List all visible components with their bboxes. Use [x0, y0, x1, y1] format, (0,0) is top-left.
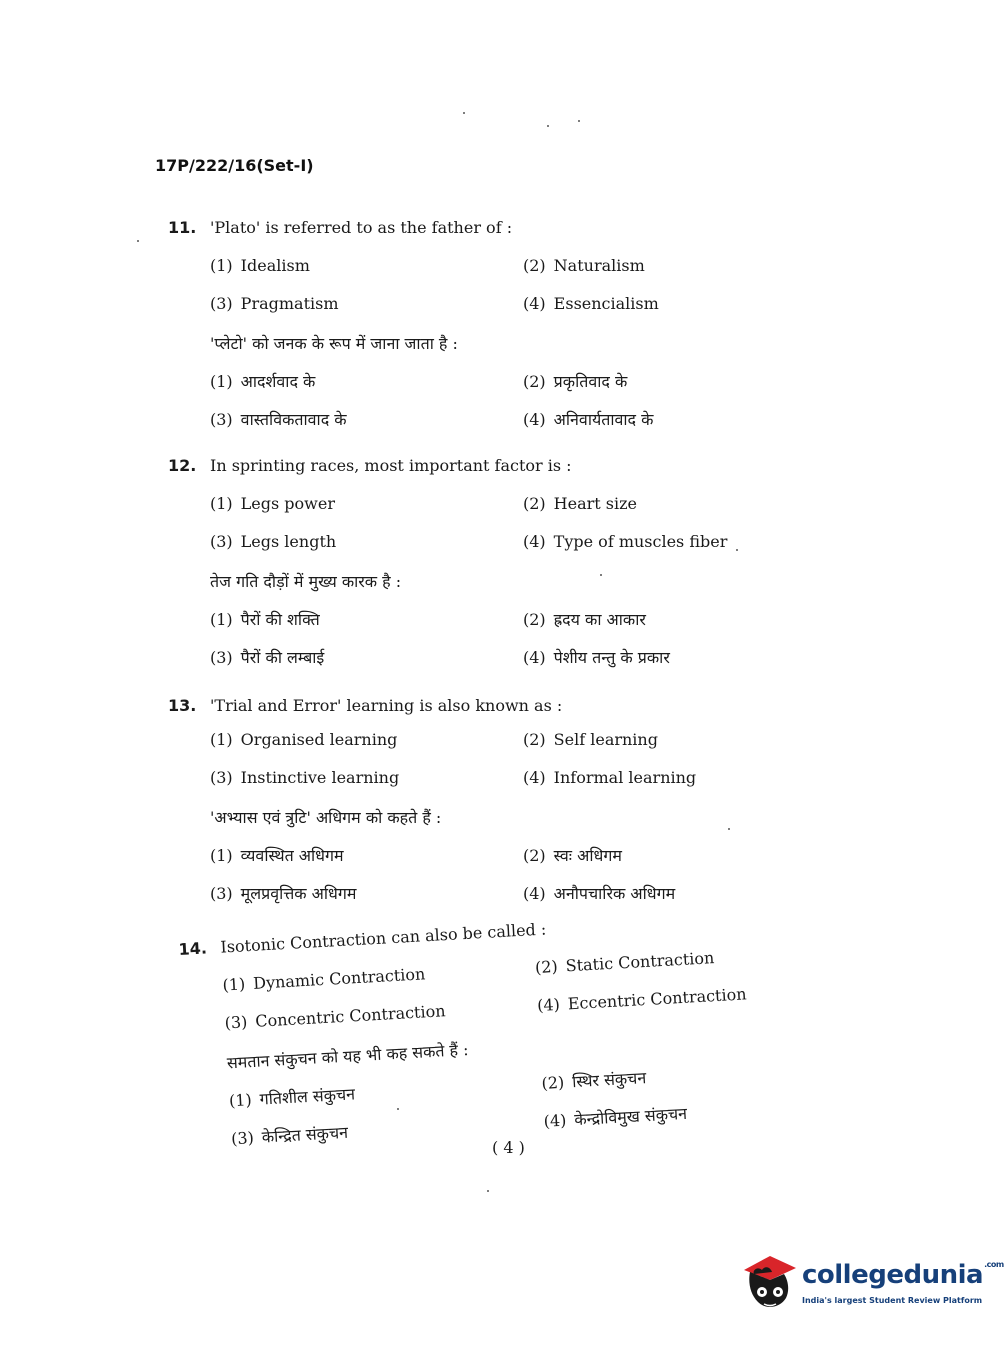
option-4-hi: (4) केन्द्रोविमुख संकुचन	[543, 1103, 688, 1131]
option-2-en: (2) Self learning	[523, 730, 658, 749]
question-text-hi: 'प्लेटो' को जनक के रूप में जाना जाता है :	[210, 334, 458, 353]
option-4-hi: (4) अनौपचारिक अधिगम	[523, 884, 676, 903]
option-2-en: (2) Heart size	[523, 494, 638, 513]
question-text-en: 'Trial and Error' learning is also known as :	[210, 696, 563, 715]
option-3-en: (3) Pragmatism	[210, 294, 339, 313]
option-2-hi: (2) ह्रदय का आकार	[523, 610, 646, 629]
option-3-hi: (3) वास्तविकतावाद के	[210, 410, 347, 429]
scan-speck	[578, 120, 580, 122]
option-3-hi: (3) मूलप्रवृत्तिक अधिगम	[210, 884, 357, 903]
option-3-en: (3) Concentric Contraction	[224, 1001, 446, 1033]
option-2-hi: (2) स्थिर संकुचन	[541, 1068, 647, 1093]
option-4-en: (4) Essencialism	[523, 294, 659, 313]
scan-speck	[547, 125, 549, 127]
question-number: 14.	[178, 938, 208, 959]
question-number: 11.	[168, 218, 197, 237]
option-2-en: (2) Naturalism	[523, 256, 645, 275]
option-4-en: (4) Type of muscles fiber	[523, 532, 728, 551]
question-text-en: In sprinting races, most important factor is :	[210, 456, 572, 475]
scan-speck	[728, 828, 730, 830]
question-text-en: 'Plato' is referred to as the father of :	[210, 218, 513, 237]
option-3-en: (3) Instinctive learning	[210, 768, 400, 787]
option-1-en: (1) Organised learning	[210, 730, 398, 749]
question-number: 12.	[168, 456, 197, 475]
scan-speck	[600, 574, 602, 576]
option-3-hi: (3) केन्द्रित संकुचन	[230, 1122, 349, 1149]
option-1-hi: (1) गतिशील संकुचन	[228, 1084, 356, 1111]
question-text-hi: समतान संकुचन को यह भी कह सकते हैं :	[226, 1039, 469, 1073]
question-text-hi: 'अभ्यास एवं त्रुटि' अधिगम को कहते हैं :	[210, 808, 442, 827]
scan-speck	[463, 112, 465, 114]
option-1-en: (1) Idealism	[210, 256, 310, 275]
collegedunia-logo	[740, 1248, 1004, 1312]
scan-speck	[487, 1190, 489, 1192]
option-1-hi: (1) पैरों की शक्ति	[210, 610, 320, 629]
question-11	[168, 218, 788, 446]
option-1-en: (1) Legs power	[210, 494, 335, 513]
scan-speck	[397, 1108, 399, 1110]
option-3-en: (3) Legs length	[210, 532, 337, 551]
option-2-hi: (2) स्वः अधिगम	[523, 846, 622, 865]
logo-wordmark: collegedunia$^{.com}$	[802, 1260, 1004, 1290]
option-1-hi: (1) व्यवस्थित अधिगम	[210, 846, 344, 865]
option-4-en: (4) Informal learning	[523, 768, 697, 787]
logo-tagline: India's largest Student Review Platform	[802, 1296, 983, 1305]
paper-code: 17P/222/16(Set-I)	[155, 156, 314, 175]
question-number: 13.	[168, 696, 197, 715]
question-12	[168, 456, 788, 684]
option-4-hi: (4) पेशीय तन्तु के प्रकार	[523, 648, 670, 667]
question-text-hi: तेज गति दौड़ों में मुख्य कारक है :	[210, 572, 402, 591]
option-4-hi: (4) अनिवार्यतावाद के	[523, 410, 654, 429]
scan-speck	[137, 240, 139, 242]
option-4-en: (4) Eccentric Contraction	[536, 984, 747, 1016]
option-1-en: (1) Dynamic Contraction	[222, 964, 426, 995]
question-14	[178, 905, 810, 1167]
mascot-icon	[740, 1248, 798, 1312]
page-number: ( 4 )	[492, 1138, 525, 1157]
question-13	[168, 696, 788, 920]
option-2-hi: (2) प्रकृतिवाद के	[523, 372, 628, 391]
option-1-hi: (1) आदर्शवाद के	[210, 372, 316, 391]
question-text-en: Isotonic Contraction can also be called :	[219, 919, 547, 957]
scan-speck	[736, 549, 738, 551]
option-3-hi: (3) पैरों की लम्बाई	[210, 648, 325, 667]
option-2-en: (2) Static Contraction	[534, 948, 715, 978]
